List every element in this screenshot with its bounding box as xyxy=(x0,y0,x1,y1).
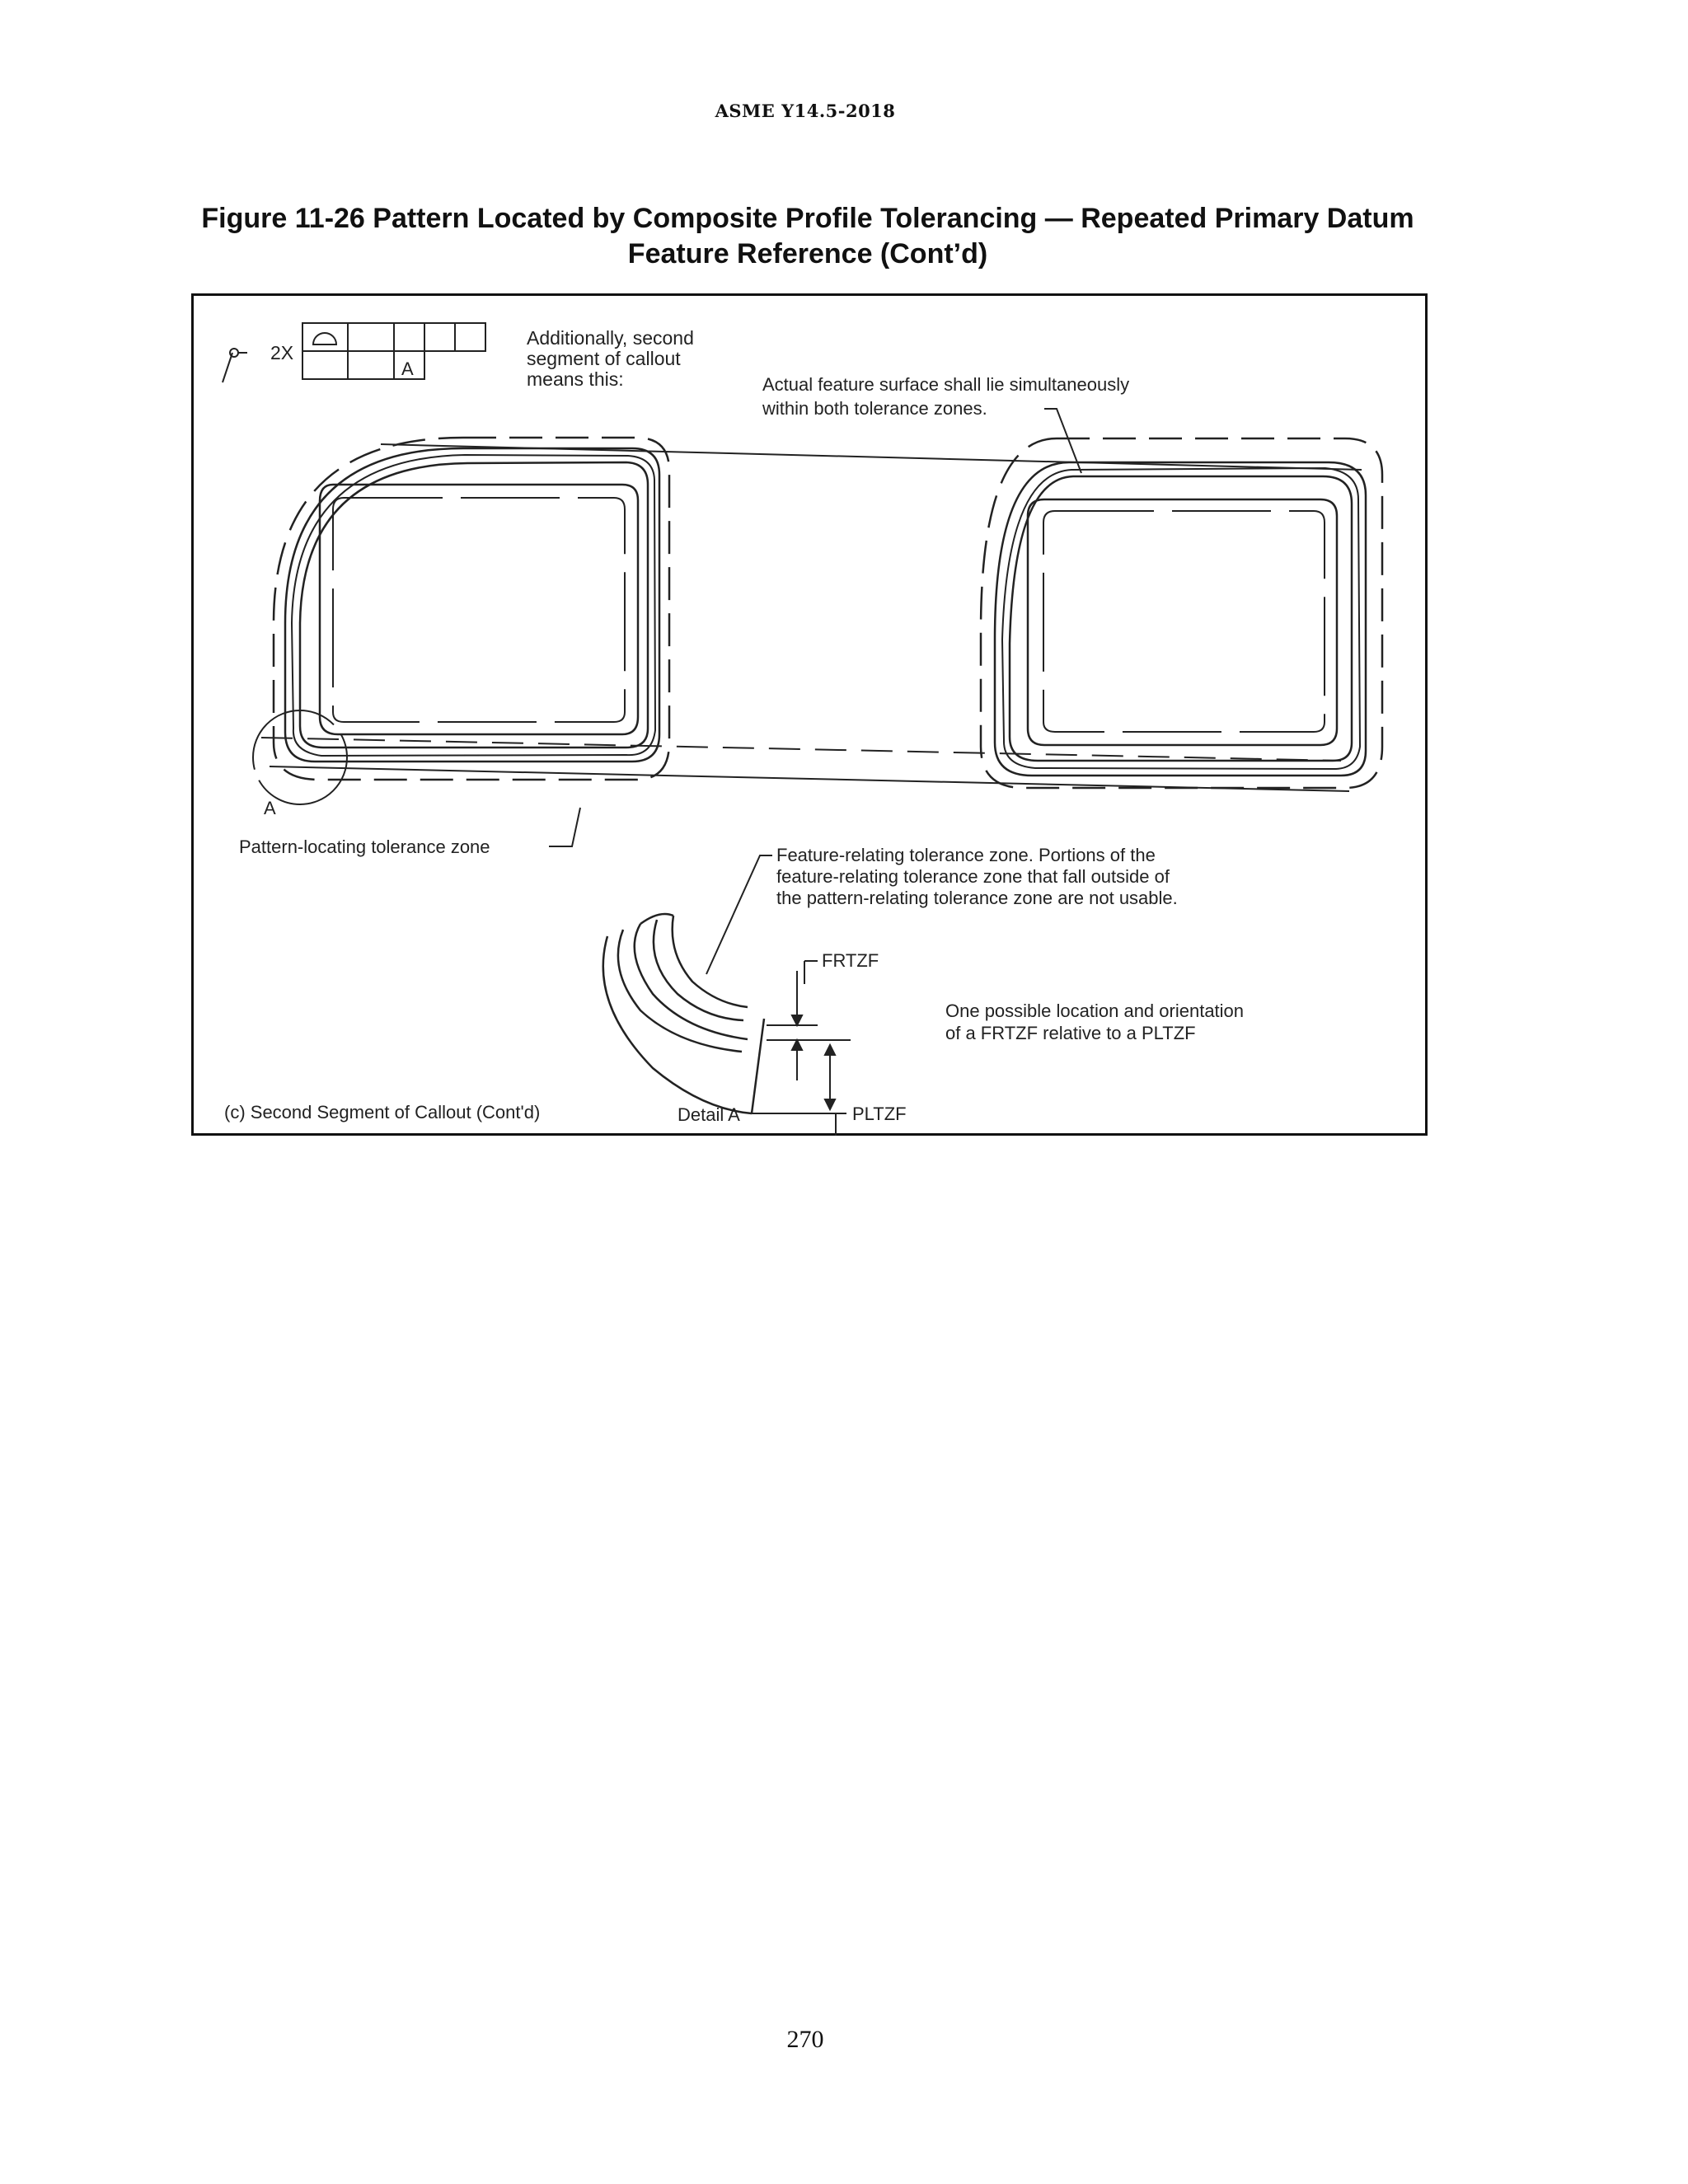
note-feature-zone-3: the pattern-relating tolerance zone are not usable. xyxy=(776,888,1178,908)
zone-dimensions xyxy=(752,961,851,1136)
note-additionally-3: means this: xyxy=(527,368,624,390)
left-feature xyxy=(274,438,669,780)
note-pattern-zone: Pattern-locating tolerance zone xyxy=(239,837,490,857)
right-feature xyxy=(981,438,1382,788)
detail-a-marker-label: A xyxy=(264,798,276,818)
note-additionally-2: segment of callout xyxy=(527,348,681,369)
detail-a-drawing xyxy=(603,914,764,1113)
frtzf-label: FRTZF xyxy=(822,950,879,971)
figure-caption xyxy=(190,201,1426,272)
caption-line-1: Figure 11-26 Pattern Located by Composite Profile Tolerancing — Repeated Primary Datum xyxy=(201,203,1414,234)
caption-line-2: Feature Reference (Cont’d) xyxy=(627,238,988,269)
profile-of-surface-icon xyxy=(313,333,336,344)
page-number: 270 xyxy=(786,2026,824,2053)
feature-control-frame xyxy=(223,323,485,382)
note-actual-surface-2: within both tolerance zones. xyxy=(762,398,987,419)
view-label: (c) Second Segment of Callout (Cont'd) xyxy=(224,1102,541,1122)
note-feature-zone-1: Feature-relating tolerance zone. Portions of the xyxy=(776,845,1156,865)
figure-drawing xyxy=(191,293,1428,1136)
fcf-count: 2X xyxy=(270,342,294,363)
note-possible-location-2: of a FRTZF relative to a PLTZF xyxy=(945,1023,1196,1043)
note-possible-location-1: One possible location and orientation xyxy=(945,1001,1245,1021)
note-feature-zone-2: feature-relating tolerance zone that fall outside of xyxy=(776,866,1170,887)
running-header: ASME Y14.5-2018 xyxy=(715,101,896,121)
note-actual-surface-1: Actual feature surface shall lie simultaneously xyxy=(762,374,1130,395)
fcf-datum: A xyxy=(401,359,414,379)
pattern-zone-lines xyxy=(261,444,1362,791)
pltzf-label: PLTZF xyxy=(852,1104,907,1124)
note-additionally-1: Additionally, second xyxy=(527,327,694,349)
detail-label: Detail A xyxy=(678,1104,740,1125)
